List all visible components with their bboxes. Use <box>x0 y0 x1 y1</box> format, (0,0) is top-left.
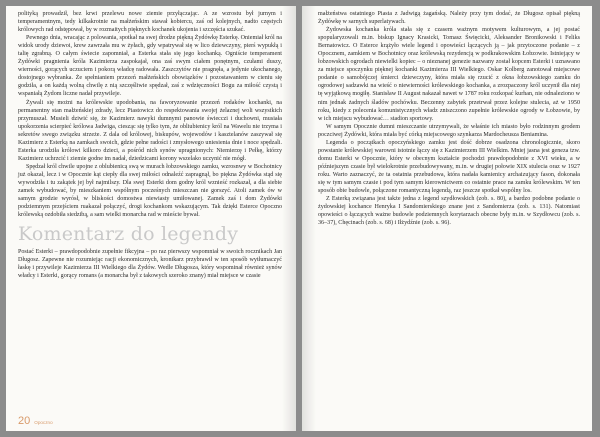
paragraph: W samym Opocznie dumni mieszczanie utrzymywali, że właśnie ich miasto było rodzinnym grodem poczciwej Żydówki, która miała być córką miejscowego szynkarza Mardocheusza Beniamina. <box>318 123 580 138</box>
paragraph: Z Esterką związana jest także jedna z legend szydłowskich (zob. s. 80), a bardzo podobne podanie o żydowskiej kochance Henryka I Sandomierskiego znane jest z Sandomierza (zob. s. 131). Natomiast opowieści o łączących ważne budowle podziemnych korytarzach obecne były m.in. w Szydłowcu (zob. s. 36–37), Chęcinach (zob. s. 68) i Iłżydźnie (zob. s. 96). <box>318 196 580 227</box>
section-heading: Komentarz do legendy <box>18 223 239 246</box>
paragraph: małżeństwa ostatniego Piasta z Jadwigą żagańską. Należy przy tym dodać, że Długosz opisał piękną Żydówkę w sarnych superlatywach. <box>318 11 580 26</box>
paragraph: Żywali się możni na królewskie upodobania, na faworyzowanie przezeń rodaków kochanki, na permanentny stan małżeńskiej zdrady, lecz Piastowicz do respektowania swojej żelaznej woli wszystkich przymuszał. Musieli dziwić się, że Kazimierz nawyki dumnymi panowie świecczi i duchowni, musiała upokorzenia scierpieć królowa Jadwiga, ciesząc się tylko tym, że obliubienicy król na Wawelu nie trzyma i sekretów swego związku strzeże. Z dala od królowej, biskupów, wojewodów i kasztelanów zaszywał się Kazimierz z Esterką na zamkach swoich, gdzie pełne radości i zmysłowego uniesienia dnie i noce spędzali. Esterka urodziła królowi kilkoro dzieci, a pośród nich synów upragnionych: Niemierzę i Pełkę, którzy Kazimierz uchrzcić i ziemie godne im nadał, dziedzicami korony wszelako uczynić nie mógł. <box>18 99 282 162</box>
running-footer-label: Opoczno <box>34 420 53 425</box>
gutter-shadow-right <box>302 6 316 431</box>
page-footer <box>18 415 53 427</box>
paragraph: Pewnego dnia, wracając z polowania, spotkał na swej drodze piękną Żydówkę Esterkę. Oniemiał król na widok urody dziewoi, krew zawrzała mu w żyłach, gdy wpatrywał się w lico dziewczyny, pierś wypukłą i talię zgrabną. O całym świecie zapomniał, a Esterka stała się jego kochanką. Ogniście temperament Żydówki pragnienia króla Kazimierza zaspokajał, ona zaś swym ciałem ponętnym, czułami duszy, wierności, gorących uczuciem i pokorą władcę radowała. Zaszczytów nie pragnęła, a jedynie ukochanego, dostojnego wybranka. Że spełnianiem przezeń małżeńskich obowiązków i pozostawaniem w cieniu się godziła, a on każdą wolną chwilę z nią szczęśliwie spędzał, zaś z wdzięczności Bogu za miłość czystą i wspaniałą Żydom liczne nadał przywileje. <box>18 35 282 98</box>
right-page <box>302 6 592 431</box>
left-page <box>6 6 296 431</box>
paragraph: Legenda o początkach opoczyńskiego zamku jest dość dobrze osadzona chronologicznie, skoro powstanie królewskiej warowni istotnie łączy się z Kazimierzem III Wielkim. Mniej jasna jest geneza tzw. domu Esterki w Opocznie, który w obecnym kształcie pochodzi prawdopodobnie z XVI wieku, a w późniejszym czasie był wielokrotnie przebudowywany, m.in. w drugiej połowie XIX stulecia oraz w 1927 roku. Warto zaznaczyć, że ta ostatnia przebudowa, która nadała kamienicy archaizujący fason, dokonała się w tym samym czasie i pod tym samym kierownictwem co ostatnie prace na zamku królewskim. W ten sposób obie budowle, połączone romantyczną legendą, raz jeszcze spotkał wspólny los. <box>318 139 580 195</box>
page-number: 20 <box>18 415 31 427</box>
paragraph: polityką prowadził, bez krwi przelewu nowe ziemie przyłączając. A ze wzrostu był jurnym i temperamentnym, tedy kilkakrotnie na małżeńskim stawał kobiercu, zaś od kolejnych, nadto częstych królowych rad odstępował, by w rozmaitych pięknych kochanek ukojenia i szczęścia szukać. <box>18 11 282 34</box>
paragraph: Postać Esterki – prawdopodobnie zupełnie fikcyjna – po raz pierwszy wspomniał w swoich rocznikach Jan Długosz. Zapewne nie rozumiejąc racji ekonomicznych, kronikarz przybrawił w ten sposób wytłumaczyć łaskę i przywileje Kazimierza III Wielkiego dla Żydów. Wedle Długosza, który wspominał również synów władcy i Esterki, gorący romans (a monarcha był z takowych szeroko znany) miał miejsce w czasie <box>18 249 282 280</box>
gutter-shadow-left <box>282 6 296 431</box>
paragraph: Żydowska kochanka króla stała się z czasem ważnym motywem kulturowym, a jej postać spopularyzowali m.in. biskup Ignacy Krasicki, Tomasz Święcicki, Aleksander Bronikowski i Feliks Bernatowicz. O Esterce krążyło wiele legend i opowieści łączących ją – jak przytoczone podanie – z Opocznem, zamkiem w Bochotnicy oraz królewską rezydencją w podkrakowskim Łobzowie. Istniejący w łobzowskich ogrodach niewielki kopiec – o nieznanej genezie nazwany został kopcem Esterki i uznawano za miejsce spoczynku pięknej kochanki Kazimierza III Wielkiego. Oskar Kolberg zanotował miejscowe podanie o samobójczej śmierci dziewczyny, która miała się rzucić z okna łobzowskiego zamku do ogrodowej sadzawki na wieść o niewierności królewskiego kochanka, a zrozpaczony król uczynił dla niej tę wyjątkową mogiłę. Stanisław II August nakazał nawet w 1787 roku rozkopać kurhan, nie odnaleziono w nim jednak żadnych śladów pochówku. Beczenny zabytek przetrwał przez kolejne stulecia, aż w 1950 roku, kiedy z polecenia komunistycznych władz zniszczono zupełnie królewskie ogrody w Łobzowie, by w ich miejscu wybudować… stadion sportowy. <box>318 27 580 122</box>
paragraph: Spędzał król chwile upojne z oblubienicą swą w murach łobzowskiego zamku, wzrosnwy w Bochotnicy już okazał, lecz i w Opocznie kąt ciepły dla swej miłości odnaleźć zapragnął, bo piękna Żydówka stąd się wywodziła i tu zakątek jej był najmilszy. Dla swej Esterki dom godny król wznieść rozkazał, a dla siebie zamek wybudować, by mieszkaniem wspólnym pocześnych mieszczan nie gorszyć. Atoli zamek ów w samym grodzie wyrósł, w bliskości domostwa niewiasty umiłowanej. Zamek zaś i dom Żydówki podziemnym przejściem ruakazał połączyć, drogi kochankom wskazującym. Tak dzięki Esterce Opoczno królewską ozdobiła siedzibą, a sam wielki monarcha rad w mieście bywał. <box>18 163 282 219</box>
